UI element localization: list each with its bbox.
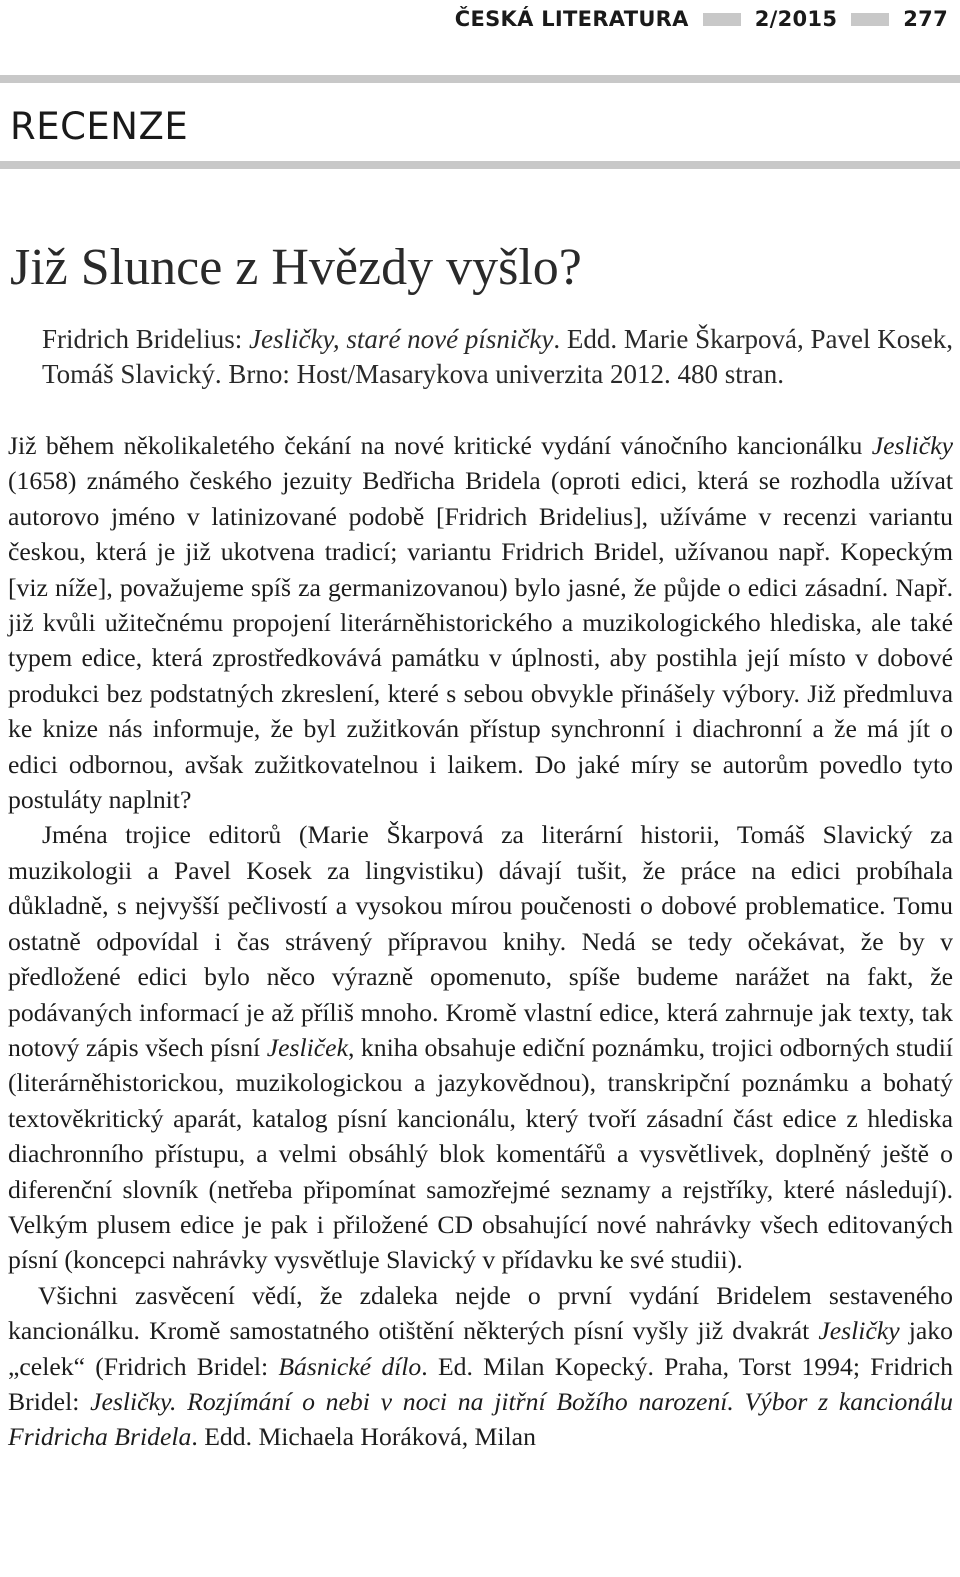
article-title: Již Slunce z Hvězdy vyšlo?	[10, 239, 582, 296]
body-text: , kniha obsahuje ediční poznámku, trojici odborných studií (literárněhistorickou, muzikologickou a jazykovědnou), transkripční poznámku a bohatý textověkritický aparát, katalog písní kancionálu, který tvoří zásadní část edice z hlediska diachronního přístupu, a velmi obsáhlý blok komentářů a vysvětlivek, doplněný ještě o diferenční slovník (netřeba připomínat samozřejmé seznamy a rejstříky, které následují). Velkým plusem edice je pak i přiložené CD obsahující nové nahrávky všech editovaných písní (koncepci nahrávky vysvětluje Slavický v přídavku ke své studii).	[8, 1032, 953, 1275]
italic-title: Básnické dílo	[278, 1351, 422, 1381]
paragraph	[8, 428, 953, 817]
article-body	[8, 428, 953, 1455]
body-text: (1658) známého českého jezuity Bedřicha Bridela (oproti edici, která se rozhodla užívat autorovo jméno v latinizované podobě [Fridrich Bridelius], užíváme v recenzi variantu českou, která je již ukotvena tradicí; variantu Fridrich Bridel, užívanou např. Kopeckým [viz níže], považujeme spíš za germanizovanou) bylo jasné, že půjde o edici zásadní. Např. již kvůli užitečnému propojení literárněhistorického a muzikologického hlediska, ale také typem edice, která zprostředkovává památku v úplnosti, aby postihla její místo v dobové produkci bez podstatných zkreslení, které s sebou obvykle přinášely výbory. Již předmluva ke knize nás informuje, že byl zužitkován přístup synchronní i diachronní a že má jít o edici odbornou, avšak zužitkovatelnou i laikem. Do jaké míry se autorům povedlo tyto postuláty naplnit?	[8, 466, 953, 815]
issue-number: 2/2015	[754, 7, 838, 31]
section-label: RECENZE	[10, 105, 189, 148]
citation-author: Fridrich Bridelius:	[42, 324, 249, 354]
header-separator	[851, 13, 889, 26]
italic-title: Jesličky. Rozjímání o nebi v noci na jitřní Božího narození. Výbor z kancionálu Fridricha Bridela	[8, 1386, 954, 1452]
running-header	[455, 2, 948, 36]
divider-rule	[0, 161, 960, 169]
book-citation	[42, 322, 954, 392]
body-text: . Edd. Michaela Horáková, Milan	[191, 1422, 536, 1452]
journal-name: ČESKÁ LITERATURA	[454, 7, 689, 31]
body-text: jako „celek“ (Fridrich Bridel:	[8, 1316, 953, 1381]
italic-title: Jesliček	[266, 1032, 348, 1062]
body-text: Již během několikaletého čekání na nové kritické vydání vánočního kancionálku	[8, 431, 872, 460]
header-separator	[703, 13, 741, 26]
paragraph	[8, 1278, 953, 1455]
page-number: 277	[903, 7, 948, 31]
body-text: Všichni zasvěcení vědí, že zdaleka nejde o první vydání Bridelem sestaveného kancionálku. Kromě samostatného otištění některých písní vyšly již dvakrát	[8, 1280, 953, 1346]
italic-title: Jesličky	[871, 431, 953, 460]
citation-book-title: Jesličky, staré nové písničky	[248, 324, 554, 354]
paragraph	[8, 817, 953, 1277]
body-text: . Ed. Milan Kopecký. Praha, Torst 1994; Fridrich Bridel:	[8, 1351, 953, 1416]
italic-title: Jesličky	[818, 1316, 900, 1346]
divider-rule	[0, 75, 960, 83]
body-text: Jména trojice editorů (Marie Škarpová za literární historii, Tomáš Slavický za muzikologii a Pavel Kosek za lingvistiku) dávají tušit, že práce na edici probíhala důkladně, s nejvyšší pečlivostí a vysokou mírou poučenosti o dobové problematice. Tomu ostatně odpovídal i čas strávený přípravou knihy. Nedá se tedy očekávat, že by v předložené edici bylo něco výrazně opomenuto, spíše budeme narážet na fakt, že podávaných informací je až příliš mnoho. Kromě vlastní edice, která zahrnuje jak texty, tak notový zápis všech písní	[8, 820, 953, 1062]
citation-details: . Edd. Marie Škarpová, Pavel Kosek, Tomáš Slavický. Brno: Host/Masarykova univerzita 2012. 480 stran.	[42, 324, 954, 389]
